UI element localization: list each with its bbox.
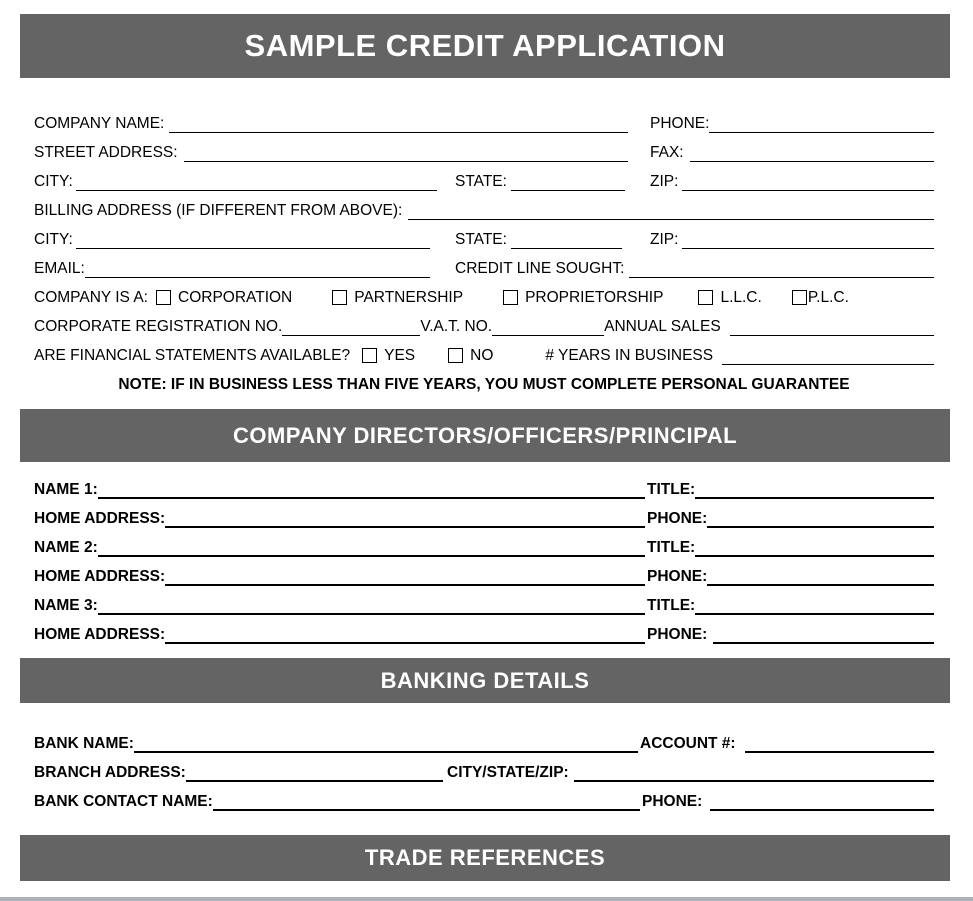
corporation-checkbox[interactable] <box>156 290 171 305</box>
annual-sales-field[interactable] <box>730 316 934 336</box>
yes-checkbox[interactable] <box>362 348 377 363</box>
financial-statements-label: ARE FINANCIAL STATEMENTS AVAILABLE? <box>34 347 351 364</box>
years-in-business-field[interactable] <box>722 345 934 365</box>
financial-statements-row <box>34 336 934 365</box>
vat-field[interactable] <box>492 316 604 336</box>
corporate-registration-field[interactable] <box>282 316 420 336</box>
state-label: STATE: <box>455 173 507 190</box>
title3-label: TITLE: <box>647 597 696 614</box>
company-is-a-label: COMPANY IS A: <box>34 289 148 306</box>
bank-name-field[interactable] <box>134 732 638 753</box>
title2-field[interactable] <box>695 536 934 557</box>
bank-name-label: BANK NAME: <box>34 735 134 752</box>
billing-state-label: STATE: <box>455 231 507 248</box>
note-row <box>34 365 934 394</box>
billing-address-label: BILLING ADDRESS (IF DIFFERENT FROM ABOVE): <box>34 202 403 219</box>
director-row-6 <box>34 615 934 644</box>
billing-zip-label: ZIP: <box>650 231 679 248</box>
company-name-field[interactable] <box>169 113 628 133</box>
title3-field[interactable] <box>695 594 934 615</box>
company-name-label: COMPANY NAME: <box>34 115 165 132</box>
corporation-label: CORPORATION <box>178 289 293 306</box>
bank-phone-label: PHONE: <box>642 793 703 810</box>
email-field[interactable] <box>85 258 430 278</box>
plc-checkbox[interactable] <box>792 290 807 305</box>
proprietorship-checkbox[interactable] <box>503 290 518 305</box>
billing-city-field[interactable] <box>76 229 430 249</box>
trade-references-section-header: TRADE REFERENCES <box>20 835 950 881</box>
phone1-label: PHONE: <box>647 510 708 527</box>
director-row-4 <box>34 557 934 586</box>
director-row-1 <box>34 470 934 499</box>
fax-field[interactable] <box>690 142 934 162</box>
llc-label: L.L.C. <box>720 289 762 306</box>
partnership-label: PARTNERSHIP <box>354 289 464 306</box>
director-row-3 <box>34 528 934 557</box>
director-row-2 <box>34 499 934 528</box>
home-address3-field[interactable] <box>165 623 645 644</box>
company-type-row <box>34 278 934 307</box>
banking-section-header: BANKING DETAILS <box>20 658 950 703</box>
account-number-field[interactable] <box>745 732 934 753</box>
city-state-zip-row <box>34 162 934 191</box>
billing-state-field[interactable] <box>511 229 622 249</box>
name3-field[interactable] <box>98 594 645 615</box>
email-label: EMAIL: <box>34 260 85 277</box>
guarantee-note: NOTE: IF IN BUSINESS LESS THAN FIVE YEARS, YOU MUST COMPLETE PERSONAL GUARANTEE <box>118 376 850 393</box>
title1-label: TITLE: <box>647 481 696 498</box>
partnership-checkbox[interactable] <box>332 290 347 305</box>
account-number-label: ACCOUNT #: <box>640 735 736 752</box>
phone3-field[interactable] <box>713 623 934 644</box>
state-field[interactable] <box>511 171 625 191</box>
page-bottom-rule <box>0 897 973 901</box>
city-field[interactable] <box>76 171 437 191</box>
credit-line-sought-field[interactable] <box>629 258 934 278</box>
corporate-registration-label: CORPORATE REGISTRATION NO. <box>34 318 283 335</box>
banking-section <box>20 724 950 811</box>
branch-address-field[interactable] <box>186 761 443 782</box>
street-address-fax-row <box>34 133 934 162</box>
home-address1-label: HOME ADDRESS: <box>34 510 166 527</box>
phone1-field[interactable] <box>707 507 934 528</box>
name1-label: NAME 1: <box>34 481 98 498</box>
billing-address-field[interactable] <box>408 200 934 220</box>
form-title: SAMPLE CREDIT APPLICATION <box>20 14 950 78</box>
credit-line-sought-label: CREDIT LINE SOUGHT: <box>455 260 625 277</box>
billing-city-state-zip-row <box>34 220 934 249</box>
bank-contact-name-label: BANK CONTACT NAME: <box>34 793 213 810</box>
home-address1-field[interactable] <box>165 507 645 528</box>
email-credit-line-row <box>34 249 934 278</box>
title2-label: TITLE: <box>647 539 696 556</box>
zip-label: ZIP: <box>650 173 679 190</box>
branch-address-label: BRANCH ADDRESS: <box>34 764 186 781</box>
phone3-label: PHONE: <box>647 626 708 643</box>
fax-label: FAX: <box>650 144 684 161</box>
llc-checkbox[interactable] <box>698 290 713 305</box>
home-address2-label: HOME ADDRESS: <box>34 568 166 585</box>
yes-label: YES <box>384 347 416 364</box>
title1-field[interactable] <box>695 478 934 499</box>
name2-field[interactable] <box>98 536 645 557</box>
phone-label: PHONE: <box>650 115 710 132</box>
vat-label: V.A.T. NO. <box>420 318 493 335</box>
phone-field[interactable] <box>709 113 934 133</box>
name1-field[interactable] <box>98 478 645 499</box>
years-in-business-label: # YEARS IN BUSINESS <box>545 347 714 364</box>
home-address2-field[interactable] <box>165 565 645 586</box>
city-label: CITY: <box>34 173 73 190</box>
no-label: NO <box>470 347 494 364</box>
registration-vat-sales-row <box>34 307 934 336</box>
director-row-5 <box>34 586 934 615</box>
phone2-field[interactable] <box>707 565 934 586</box>
plc-label: P.L.C. <box>807 289 849 306</box>
credit-application-form <box>20 14 950 881</box>
billing-address-row <box>34 191 934 220</box>
proprietorship-label: PROPRIETORSHIP <box>525 289 664 306</box>
company-name-phone-row <box>34 104 934 133</box>
home-address3-label: HOME ADDRESS: <box>34 626 166 643</box>
phone2-label: PHONE: <box>647 568 708 585</box>
directors-section <box>20 470 950 644</box>
company-info-section <box>20 104 950 394</box>
billing-zip-field[interactable] <box>682 229 934 249</box>
street-address-field[interactable] <box>184 142 628 162</box>
branch-address-row <box>34 753 934 782</box>
bank-phone-field[interactable] <box>710 790 934 811</box>
no-checkbox[interactable] <box>448 348 463 363</box>
bank-name-account-row <box>34 724 934 753</box>
billing-city-label: CITY: <box>34 231 73 248</box>
bank-contact-row <box>34 782 934 811</box>
directors-section-header: COMPANY DIRECTORS/OFFICERS/PRINCIPAL <box>20 409 950 462</box>
bank-city-state-zip-label: CITY/STATE/ZIP: <box>447 764 569 781</box>
bank-city-state-zip-field[interactable] <box>574 761 934 782</box>
annual-sales-label: ANNUAL SALES <box>604 318 721 335</box>
name3-label: NAME 3: <box>34 597 98 614</box>
name2-label: NAME 2: <box>34 539 98 556</box>
zip-field[interactable] <box>682 171 934 191</box>
street-address-label: STREET ADDRESS: <box>34 144 178 161</box>
bank-contact-name-field[interactable] <box>213 790 640 811</box>
